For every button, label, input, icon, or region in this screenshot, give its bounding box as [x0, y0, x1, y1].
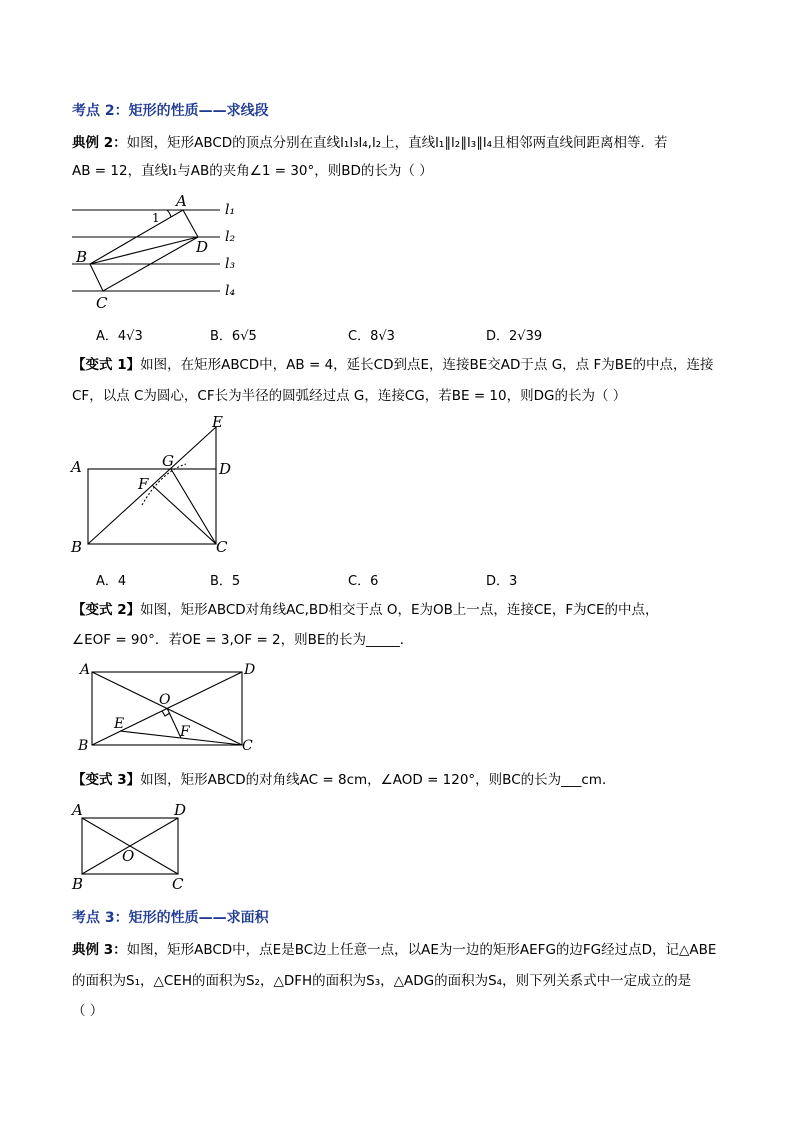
label-O: O — [159, 692, 171, 708]
angle-1-arc — [167, 210, 171, 217]
arc-cf — [142, 464, 186, 505]
segment-cf — [152, 485, 216, 544]
label-D: D — [219, 460, 232, 478]
example3-line3: （ ） — [72, 1003, 104, 1019]
variant1-label: 【变式 1】 — [72, 357, 141, 373]
example2-text1: 如图，矩形ABCD的顶点分别在直线l₁l₃l₄,l₂上，直线l₁∥l₂∥l₃∥l₄且相邻两直线间距离相等．若 — [126, 135, 668, 151]
section2-heading: 考点 2：矩形的性质——求线段 — [72, 103, 269, 119]
label-O: O — [122, 847, 135, 865]
variant2-line2: ∠EOF = 90°．若OE = 3,OF = 2，则BE的长为_____． — [72, 632, 414, 648]
variant3-line1 — [72, 770, 615, 790]
example3-line1 — [72, 940, 716, 960]
variant1-option-b: B．5 — [210, 574, 241, 589]
example3-text1: 如图，矩形ABCD中，点E是BC边上任意一点，以AE为一边的矩形AEFG的边FG经过点D，记△ABE — [126, 942, 717, 958]
label-l1: l₁ — [225, 202, 236, 218]
example3-line2: 的面积为S₁，△CEH的面积为S₂，△DFH的面积为S₃，△ADG的面积为S₄，则下列关系式中一定成立的是 — [72, 973, 692, 989]
diagonal-bd — [90, 237, 198, 264]
example2-option-d: D．2√39 — [486, 329, 543, 344]
variant2-figure — [72, 660, 262, 755]
label-A: A — [71, 458, 82, 476]
variant2-label: 【变式 2】 — [72, 602, 141, 618]
variant1-line2: CF，以点 C为圆心，CF长为半径的圆弧经过点 G，连接CG，若BE = 10，则DG的长为（ ） — [72, 388, 627, 404]
example3-label: 典例 3： — [72, 942, 127, 958]
example2-line1 — [72, 133, 668, 153]
example2-option-b: B．6√5 — [210, 329, 257, 344]
label-D: D — [174, 801, 187, 819]
variant1-figure — [66, 412, 256, 562]
label-G: G — [162, 452, 174, 470]
rectangle-abcd — [88, 469, 216, 544]
variant3-figure — [68, 798, 208, 893]
variant1-line1 — [72, 355, 714, 375]
example2-line2: AB = 12，直线l₁与AB的夹角∠1 = 30°，则BD的长为（ ） — [72, 163, 433, 179]
label-E: E — [212, 413, 223, 431]
label-l2: l₂ — [225, 229, 236, 245]
variant2-line1 — [72, 600, 659, 620]
label-l3: l₃ — [225, 256, 236, 272]
label-B: B — [71, 538, 83, 556]
variant1-option-d: D．3 — [486, 574, 518, 589]
variant1-option-c: C．6 — [348, 574, 379, 589]
variant2-text1: 如图，矩形ABCD对角线AC,BD相交于点 O，E为OB上一点，连接CE，F为CE的中点， — [140, 602, 659, 618]
label-B: B — [78, 738, 89, 754]
label-B: B — [72, 875, 84, 893]
example2-option-c: C．8√3 — [348, 329, 395, 344]
variant1-option-a: A．4 — [96, 574, 127, 589]
variant3-label: 【变式 3】 — [72, 772, 141, 788]
example2-label: 典例 2： — [72, 135, 127, 151]
example2-option-a: A．4√3 — [96, 329, 143, 344]
label-C: C — [216, 538, 228, 556]
label-D: D — [244, 662, 256, 678]
variant3-text1: 如图，矩形ABCD的对角线AC = 8cm，∠AOD = 120°，则BC的长为___cm． — [140, 772, 616, 788]
label-E: E — [114, 716, 125, 732]
label-A: A — [80, 662, 91, 678]
label-C: C — [172, 875, 184, 893]
label-A: A — [176, 192, 187, 210]
label-C: C — [242, 738, 253, 754]
section3-heading: 考点 3：矩形的性质——求面积 — [72, 910, 269, 926]
label-D: D — [196, 238, 209, 256]
label-angle-1: 1 — [152, 211, 160, 225]
label-C: C — [96, 294, 108, 312]
segment-cg — [171, 469, 216, 544]
label-l4: l₄ — [225, 283, 236, 299]
label-F: F — [138, 475, 149, 493]
label-A: A — [72, 801, 83, 819]
example2-figure — [60, 190, 260, 315]
label-F: F — [180, 724, 190, 740]
label-B: B — [76, 248, 88, 266]
variant1-text1: 如图，在矩形ABCD中，AB = 4，延长CD到点E，连接BE交AD于点 G，点 F为BE的中点，连接 — [140, 357, 714, 373]
